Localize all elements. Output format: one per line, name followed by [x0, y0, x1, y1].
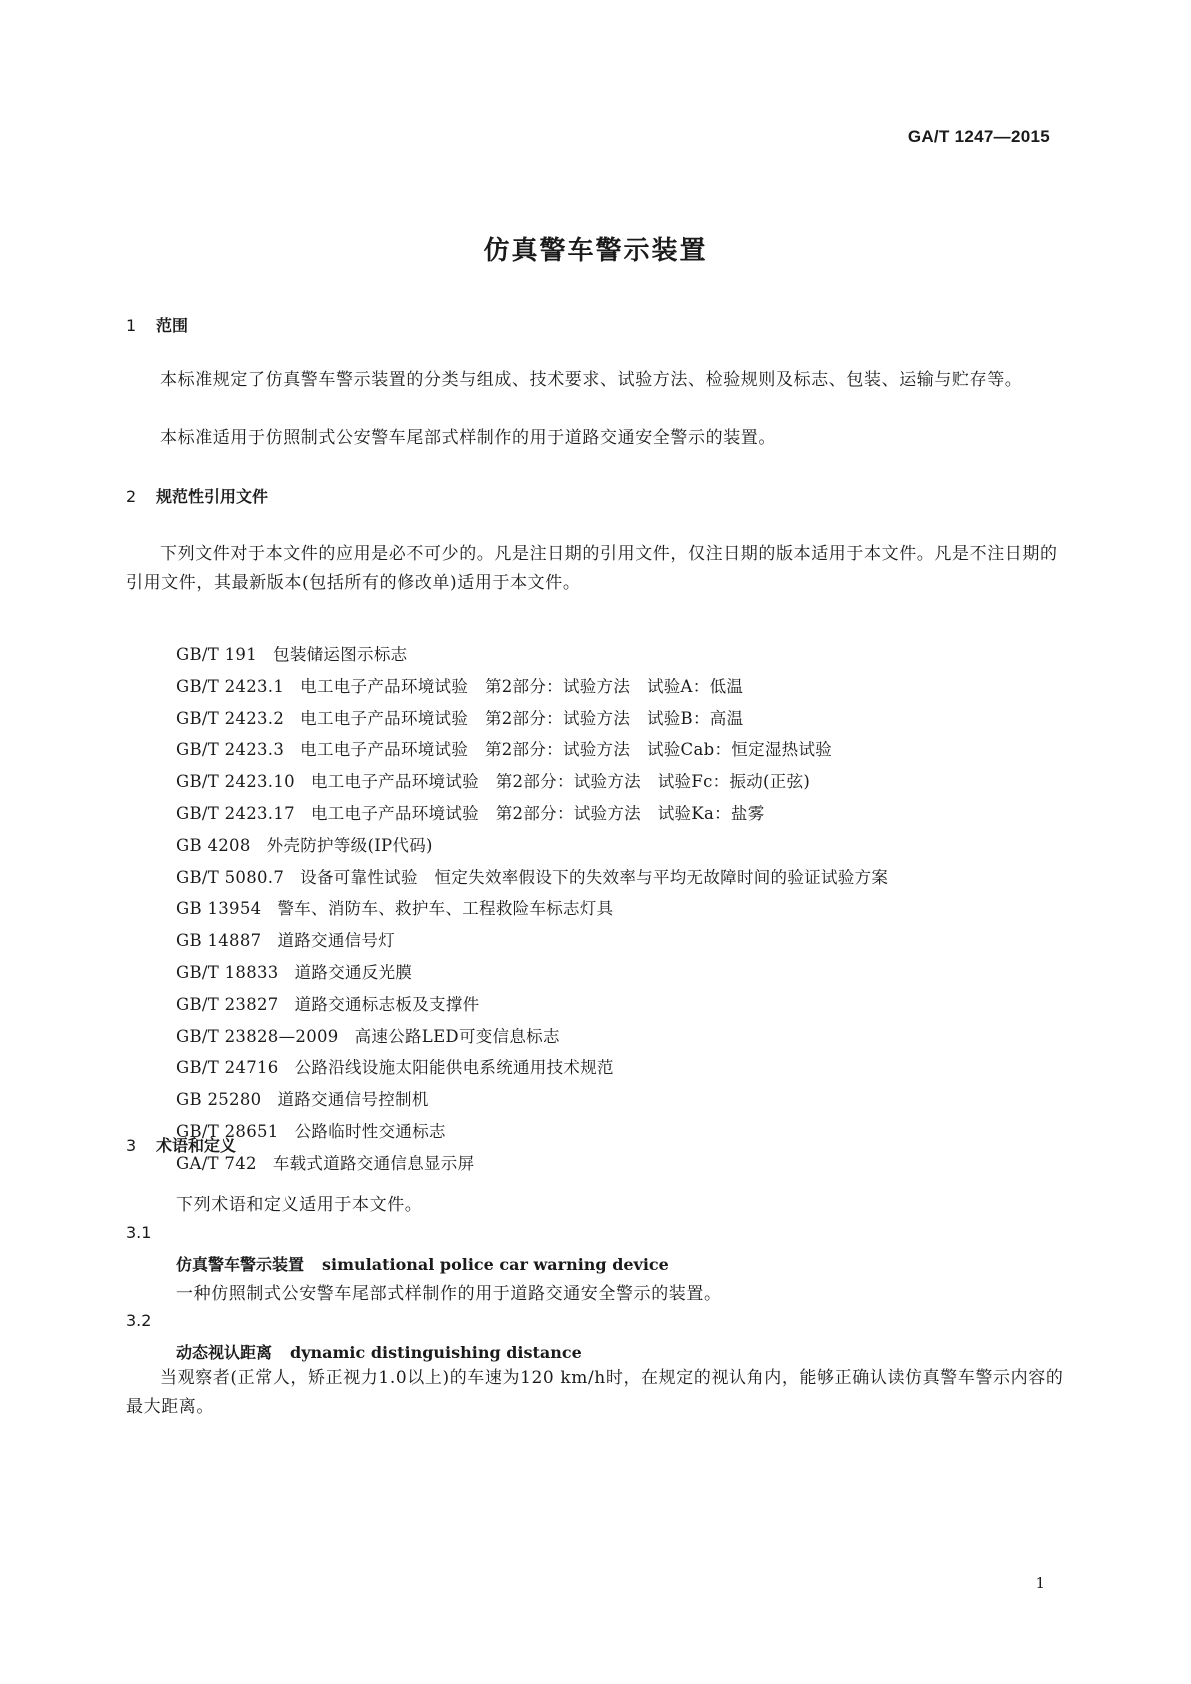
reference-title: 包装储运图示标志	[273, 645, 408, 664]
reference-title: 电工电子产品环境试验 第2部分：试验方法 试验A：低温	[300, 676, 744, 696]
reference-title: 电工电子产品环境试验 第2部分：试验方法 试验Fc：振动(正弦)	[310, 772, 811, 792]
reference-code: GB 25280	[176, 1090, 262, 1110]
reference-code: GB/T 23827	[176, 994, 279, 1014]
reference-title: 设备可靠性试验 恒定失效率假设下的失效率与平均无故障时间的验证试验方案	[300, 867, 889, 887]
reference-item	[176, 925, 1076, 957]
reference-title: 外壳防护等级(IP代码)	[266, 835, 433, 855]
reference-item	[176, 639, 1076, 671]
reference-title: 道路交通信号灯	[277, 931, 396, 951]
reference-title: 公路临时性交通标志	[294, 1121, 446, 1141]
term-number: 3.1	[126, 1223, 152, 1242]
standard-code: GA/T 1247—2015	[907, 127, 1050, 146]
section-number: 2	[126, 487, 137, 506]
term-definition: 当观察者(正常人，矫正视力1.0以上)的车速为120 km/h时，在规定的视认角内，能够正确认读仿真警车警示内容的最大距离。	[126, 1368, 1064, 1417]
reference-item	[176, 957, 1076, 989]
reference-item	[176, 703, 1076, 735]
term-number: 3.2	[126, 1311, 152, 1330]
reference-code: GB 13954	[176, 899, 262, 919]
term-definition: 一种仿照制式公安警车尾部式样制作的用于道路交通安全警示的装置。	[176, 1284, 722, 1304]
reference-item	[176, 766, 1076, 798]
reference-item	[176, 1021, 1076, 1053]
term-heading	[176, 1340, 582, 1363]
reference-code: GB/T 23828—2009	[176, 1026, 339, 1046]
reference-code: GB 4208	[176, 835, 251, 855]
term-zh: 仿真警车警示装置	[176, 1255, 305, 1274]
reference-code: GB/T 28651	[176, 1121, 279, 1141]
reference-title: 公路沿线设施太阳能供电系统通用技术规范	[294, 1058, 614, 1078]
reference-title: 高速公路LED可变信息标志	[354, 1026, 560, 1046]
reference-code: GB/T 24716	[176, 1058, 279, 1078]
reference-item	[176, 671, 1076, 703]
reference-code: GB 14887	[176, 931, 262, 951]
reference-code: GB/T 18833	[176, 962, 279, 982]
reference-code: GB/T 2423.17	[176, 803, 295, 823]
terms-intro: 下列术语和定义适用于本文件。	[176, 1195, 423, 1215]
section-heading-terms	[126, 1133, 236, 1156]
reference-item	[176, 862, 1076, 894]
reference-code: GB/T 5080.7	[176, 867, 285, 887]
reference-item	[176, 830, 1076, 862]
reference-code: GB/T 2423.3	[176, 740, 285, 760]
reference-code: GA/T 742	[176, 1153, 257, 1173]
section-title: 术语和定义	[156, 1136, 237, 1155]
reference-title: 电工电子产品环境试验 第2部分：试验方法 试验Cab：恒定湿热试验	[300, 740, 833, 760]
reference-code: GB/T 2423.2	[176, 708, 285, 728]
reference-title: 道路交通信号控制机	[277, 1090, 429, 1110]
reference-title: 电工电子产品环境试验 第2部分：试验方法 试验Ka：盐雾	[310, 803, 765, 823]
section-heading-normative	[126, 484, 268, 507]
term-zh: 动态视认距离	[176, 1343, 273, 1362]
section-number: 1	[126, 316, 137, 335]
reference-item	[176, 798, 1076, 830]
reference-title: 道路交通标志板及支撑件	[294, 994, 480, 1014]
reference-item	[176, 1148, 1076, 1180]
page-number: 1	[1035, 1574, 1045, 1592]
scope-paragraph-2: 本标准适用于仿照制式公安警车尾部式样制作的用于道路交通安全警示的装置。	[160, 428, 776, 448]
reference-item	[176, 1084, 1076, 1116]
reference-item	[176, 734, 1076, 766]
reference-code: GB/T 191	[176, 645, 258, 664]
reference-title: 车载式道路交通信息显示屏	[272, 1153, 475, 1173]
reference-item	[176, 893, 1076, 925]
reference-item	[176, 1052, 1076, 1084]
term-en: dynamic distinguishing distance	[290, 1343, 582, 1362]
reference-item	[176, 989, 1076, 1021]
term-heading	[176, 1252, 669, 1275]
normative-intro: 下列文件对于本文件的应用是必不可少的。凡是注日期的引用文件，仅注日期的版本适用于本文件。凡是不注日期的引用文件，其最新版本(包括所有的修改单)适用于本文件。	[126, 544, 1058, 593]
section-title: 规范性引用文件	[156, 487, 269, 506]
reference-item	[176, 1116, 1076, 1148]
reference-code: GB/T 2423.10	[176, 772, 295, 792]
reference-title: 电工电子产品环境试验 第2部分：试验方法 试验B：高温	[300, 708, 744, 728]
term-en: simulational police car warning device	[322, 1255, 669, 1274]
section-heading-scope	[126, 313, 188, 336]
reference-title: 道路交通反光膜	[294, 962, 413, 982]
reference-list	[176, 639, 1076, 1180]
section-title: 范围	[156, 316, 189, 335]
reference-title: 警车、消防车、救护车、工程救险车标志灯具	[277, 899, 614, 919]
document-title: 仿真警车警示装置	[483, 236, 708, 266]
section-number: 3	[126, 1136, 137, 1155]
reference-code: GB/T 2423.1	[176, 676, 285, 696]
scope-paragraph-1: 本标准规定了仿真警车警示装置的分类与组成、技术要求、试验方法、检验规则及标志、包装、运输与贮存等。	[160, 370, 1023, 390]
